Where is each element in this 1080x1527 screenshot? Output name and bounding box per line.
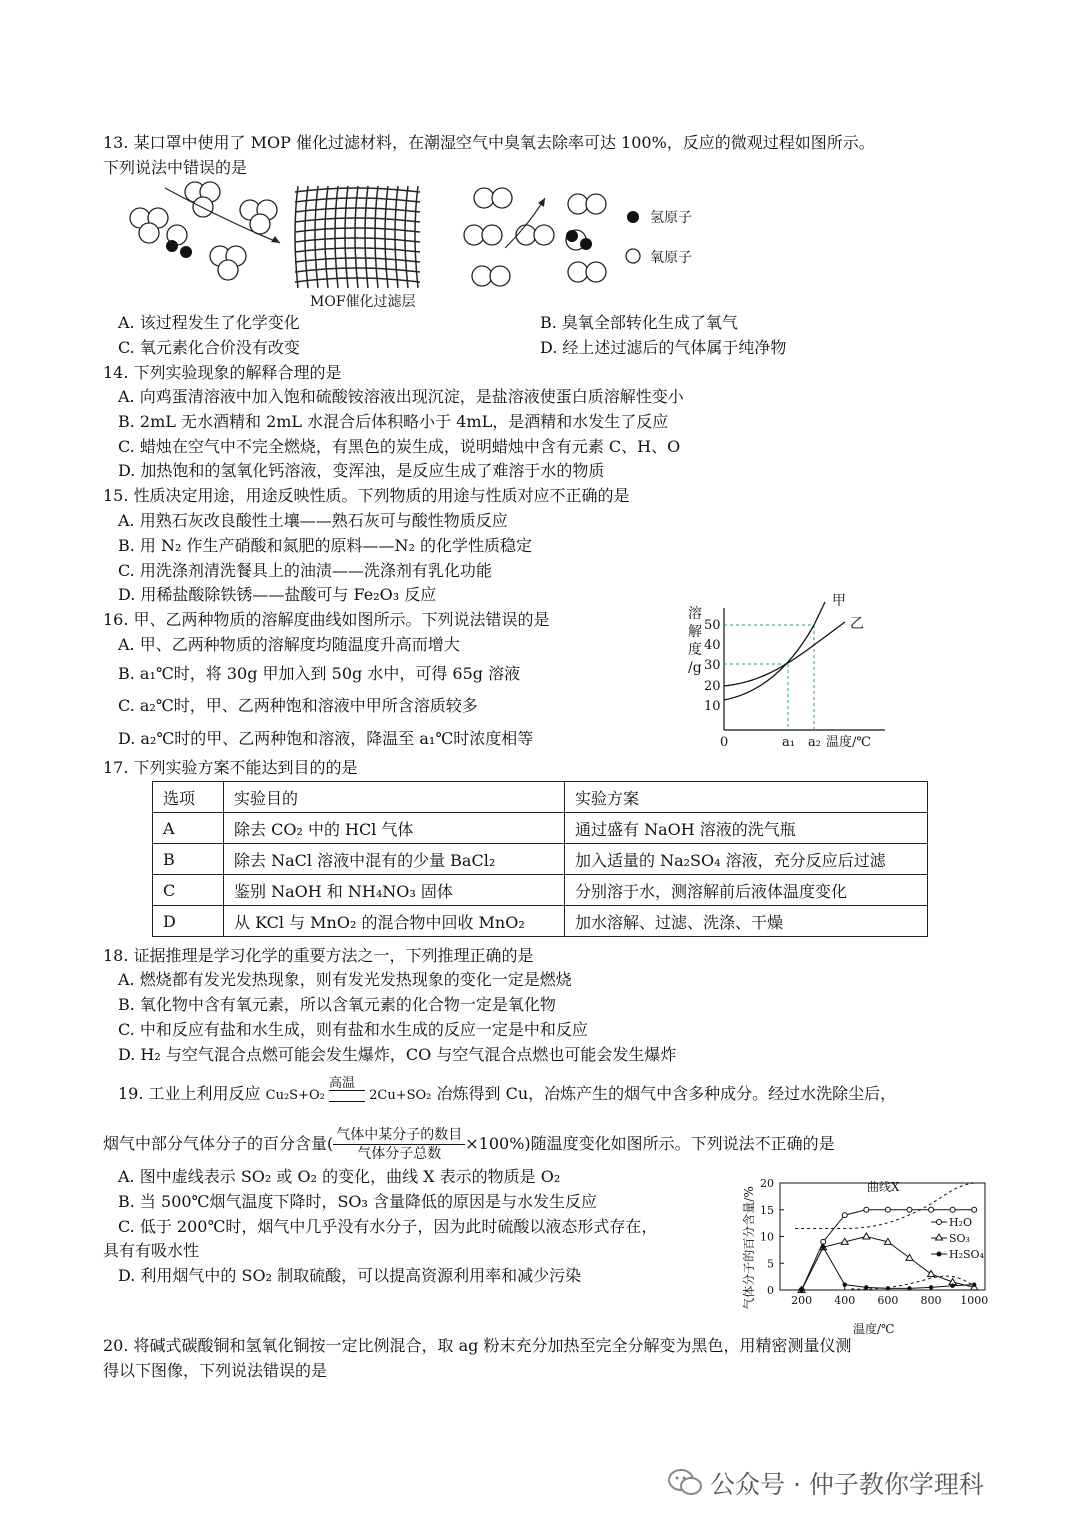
y-tick-label: 10 — [760, 1230, 774, 1244]
q20-stem-line2: 得以下图像，下列说法错误的是 — [103, 1361, 328, 1380]
data-point — [863, 1233, 870, 1239]
q15-stem: 15. 性质决定用途，用途反映性质。下列物质的用途与性质对应不正确的是 — [103, 486, 630, 505]
q13-stem-line2: 下列说法中错误的是 — [103, 158, 248, 177]
data-point — [864, 1207, 869, 1212]
table-cell: B — [153, 844, 224, 875]
q19-eq-condition: 高温 — [328, 1075, 355, 1091]
q13-stem-line1: 13. 某口罩中使用了 MOP 催化过滤材料，在潮湿空气中臭氧去除率可达 100%，反应的微观过程如图所示。 — [103, 133, 875, 152]
q16-ytick-20: 20 — [704, 679, 721, 694]
q16-ylabel-4: /g — [688, 660, 702, 676]
q13-option-b: B. 臭氧全部转化生成了氧气 — [540, 313, 738, 332]
data-point — [929, 1207, 934, 1212]
table-cell: 加水溶解、过滤、洗涤、干燥 — [565, 906, 928, 937]
q19-ylabel: 气体分子的百分含量/% — [742, 1186, 756, 1310]
q19-option-c-cont: 具有有吸水性 — [103, 1241, 200, 1260]
q14-option-a: A. 向鸡蛋清溶液中加入饱和硫酸铵溶液出现沉淀，是盐溶液使蛋白质溶解性变小 — [118, 387, 684, 406]
q13-option-a: A. 该过程发生了化学变化 — [118, 313, 300, 332]
table-header-cell: 实验方案 — [565, 782, 928, 813]
data-point — [842, 1213, 847, 1218]
q16-xlabel: 温度/℃ — [826, 735, 871, 750]
q16-option-c: C. a₂℃时，甲、乙两种饱和溶液中甲所含溶质较多 — [118, 696, 478, 715]
oxygen-atom-icon — [626, 249, 640, 263]
q16-ytick-40: 40 — [704, 638, 721, 653]
mof-caption: MOF催化过滤层 — [310, 294, 416, 310]
q13-option-c: C. 氧元素化合价没有改变 — [118, 338, 300, 357]
x-tick-label: 600 — [877, 1294, 899, 1307]
q19-annotation-curvex: 曲线X — [867, 1180, 900, 1194]
table-cell: D — [153, 906, 224, 937]
table-header-cell: 实验目的 — [224, 782, 565, 813]
table-row — [153, 906, 928, 937]
q16-ylabel-2: 解 — [688, 624, 702, 640]
q19-frac-den: 气体分子总数 — [357, 1146, 442, 1162]
q18-option-b: B. 氧化物中含有氧元素，所以含氧元素的化合物一定是氧化物 — [118, 995, 556, 1014]
q19-option-d: D. 利用烟气中的 SO₂ 制取硫酸，可以提高资源利用率和减少污染 — [118, 1266, 582, 1285]
q19-eq-sign — [328, 1075, 365, 1102]
table-cell: 除去 CO₂ 中的 HCl 气体 — [224, 813, 565, 844]
q16-option-b: B. a₁℃时，将 30g 甲加入到 50g 水中，可得 65g 溶液 — [118, 664, 521, 683]
q19-stem-line1 — [118, 1075, 897, 1107]
q17-table — [152, 781, 928, 937]
q13-figure — [120, 178, 720, 313]
y-tick-label: 0 — [767, 1284, 774, 1297]
q19-option-c: C. 低于 200℃时，烟气中几乎没有水分子，因为此时硫酸以液态形式存在， — [118, 1217, 658, 1236]
q16-ytick-10: 10 — [704, 699, 721, 714]
q15-option-d: D. 用稀盐酸除铁锈——盐酸可与 Fe₂O₃ 反应 — [118, 585, 437, 604]
data-point — [907, 1207, 912, 1212]
q16-label-yi: 乙 — [850, 616, 864, 632]
table-cell: 除去 NaCl 溶液中混有的少量 BaCl₂ — [224, 844, 565, 875]
wechat-watermark — [668, 1465, 984, 1504]
q19-fraction — [333, 1126, 465, 1163]
q16-label-jia: 甲 — [832, 593, 846, 609]
q16-curve-yi — [724, 622, 845, 686]
y-tick-label: 5 — [767, 1257, 774, 1271]
q19-stem-c: 烟气中部分气体分子的百分含量( — [103, 1134, 334, 1153]
q16-option-d: D. a₂℃时的甲、乙两种饱和溶液，降温至 a₁℃时浓度相等 — [118, 729, 534, 748]
x-tick-label: 1000 — [960, 1294, 989, 1307]
legend-so3: SO₃ — [949, 1232, 970, 1245]
q16-xtick-0: 0 — [720, 735, 729, 750]
table-header-row — [153, 782, 928, 813]
q19-stem-line2 — [103, 1124, 835, 1164]
wechat-icon — [668, 1468, 702, 1504]
table-cell: 鉴别 NaOH 和 NH₄NO₃ 固体 — [224, 875, 565, 906]
q19-stem-d: ×100%)随温度变化如图所示。下列说法不正确的是 — [465, 1134, 835, 1153]
q19-eq-left: Cu₂S+O₂ — [265, 1088, 325, 1103]
y-tick-label: 20 — [760, 1177, 774, 1190]
table-row — [153, 844, 928, 875]
q18-option-d: D. H₂ 与空气混合点燃可能会发生爆炸，CO 与空气混合点燃也可能会发生爆炸 — [118, 1045, 677, 1064]
q18-option-a: A. 燃烧都有发光发热现象，则有发光发热现象的变化一定是燃烧 — [118, 970, 572, 989]
legend-h2so4: H₂SO₄ — [949, 1248, 984, 1261]
table-cell: 从 KCl 与 MnO₂ 的混合物中回收 MnO₂ — [224, 906, 565, 937]
table-cell: 加入适量的 Na₂SO₄ 溶液，充分反应后过滤 — [565, 844, 928, 875]
q14-option-b: B. 2mL 无水酒精和 2mL 水混合后体积略小于 4mL，是酒精和水发生了反应 — [118, 412, 669, 431]
q19-chart — [735, 1163, 1000, 1338]
data-point — [821, 1245, 825, 1249]
table-cell: 通过盛有 NaOH 溶液的洗气瓶 — [565, 813, 928, 844]
data-point — [907, 1286, 911, 1290]
q16-xtick-a2: a₂ — [808, 735, 821, 750]
table-cell: 分别溶于水，测溶解前后液体温度变化 — [565, 875, 928, 906]
q14-option-d: D. 加热饱和的氢氧化钙溶液，变浑浊，是反应生成了难溶于水的物质 — [118, 461, 605, 480]
q16-ylabel-1: 溶 — [688, 606, 702, 622]
data-point — [864, 1285, 868, 1289]
q16-ytick-50: 50 — [704, 618, 721, 633]
q15-option-a: A. 用熟石灰改良酸性土壤——熟石灰可与酸性物质反应 — [118, 511, 508, 530]
q19-frac-num: 气体中某分子的数目 — [333, 1126, 465, 1145]
q16-solubility-chart — [680, 588, 900, 753]
q18-option-c: C. 中和反应有盐和水生成，则有盐和水生成的反应一定是中和反应 — [118, 1020, 588, 1039]
data-point — [972, 1282, 976, 1286]
x-tick-label: 800 — [920, 1294, 942, 1307]
data-point — [886, 1286, 890, 1290]
q19-stem-b: 冶炼得到 Cu，冶炼产生的烟气中含多种成分。经过水洗除尘后， — [436, 1084, 897, 1103]
q16-xtick-a1: a₁ — [782, 735, 795, 750]
q16-stem: 16. 甲、乙两种物质的溶解度曲线如图所示。下列说法错误的是 — [103, 610, 550, 629]
hydrogen-atom-icon — [627, 211, 639, 223]
legend-oxygen: 氧原子 — [650, 250, 692, 266]
data-point — [885, 1207, 890, 1212]
q19-eq-right: 2Cu+SO₂ — [369, 1088, 432, 1103]
x-tick-label: 200 — [791, 1294, 813, 1307]
q15-option-b: B. 用 N₂ 作生产硝酸和氮肥的原料——N₂ 的化学性质稳定 — [118, 536, 533, 555]
data-point — [843, 1282, 847, 1286]
q19-stem-a: 19. 工业上利用反应 — [118, 1084, 261, 1103]
q19-equation — [265, 1075, 432, 1107]
y-tick-label: 15 — [760, 1203, 774, 1217]
q19-xlabel: 温度/℃ — [853, 1322, 895, 1336]
wechat-account-name: 公众号 · 仲子教你学理科 — [710, 1470, 984, 1499]
legend-h2o: H₂O — [949, 1216, 973, 1229]
q13-option-d: D. 经上述过滤后的气体属于纯净物 — [540, 338, 787, 357]
q16-curve-jia — [724, 602, 825, 700]
table-row — [153, 875, 928, 906]
data-point — [929, 1285, 933, 1289]
data-point — [950, 1207, 955, 1212]
table-row — [153, 813, 928, 844]
legend-so3-marker — [936, 1234, 943, 1240]
table-header-cell: 选项 — [153, 782, 224, 813]
table-cell: C — [153, 875, 224, 906]
data-point — [972, 1207, 977, 1212]
table-cell: A — [153, 813, 224, 844]
q19-option-a: A. 图中虚线表示 SO₂ 或 O₂ 的变化，曲线 X 表示的物质是 O₂ — [118, 1167, 561, 1186]
q16-ytick-30: 30 — [704, 658, 721, 673]
data-point — [950, 1284, 954, 1288]
x-tick-label: 400 — [834, 1294, 856, 1307]
q17-stem: 17. 下列实验方案不能达到目的的是 — [103, 758, 358, 777]
legend-h2so4-marker — [937, 1252, 942, 1257]
q20-stem-line1: 20. 将碱式碳酸铜和氢氧化铜按一定比例混合，取 ag 粉末充分加热至完全分解变为黑色，用精密测量仪测 — [103, 1336, 852, 1355]
q19-option-b: B. 当 500℃烟气温度下降时，SO₃ 含量降低的原因是与水发生反应 — [118, 1192, 598, 1211]
q15-option-c: C. 用洗涤剂清洗餐具上的油渍——洗涤剂有乳化功能 — [118, 561, 492, 580]
data-point — [928, 1270, 935, 1276]
legend-hydrogen: 氢原子 — [650, 210, 692, 226]
q14-stem: 14. 下列实验现象的解释合理的是 — [103, 363, 342, 382]
legend-h2o-marker — [937, 1220, 942, 1225]
q16-option-a: A. 甲、乙两种物质的溶解度均随温度升高而增大 — [118, 635, 460, 654]
q18-stem: 18. 证据推理是学习化学的重要方法之一，下列推理正确的是 — [103, 946, 534, 965]
data-point — [799, 1288, 803, 1292]
q14-option-c: C. 蜡烛在空气中不完全燃烧，有黑色的炭生成，说明蜡烛中含有元素 C、H、O — [118, 437, 681, 456]
data-point — [906, 1254, 913, 1260]
q16-ylabel-3: 度 — [688, 642, 702, 658]
